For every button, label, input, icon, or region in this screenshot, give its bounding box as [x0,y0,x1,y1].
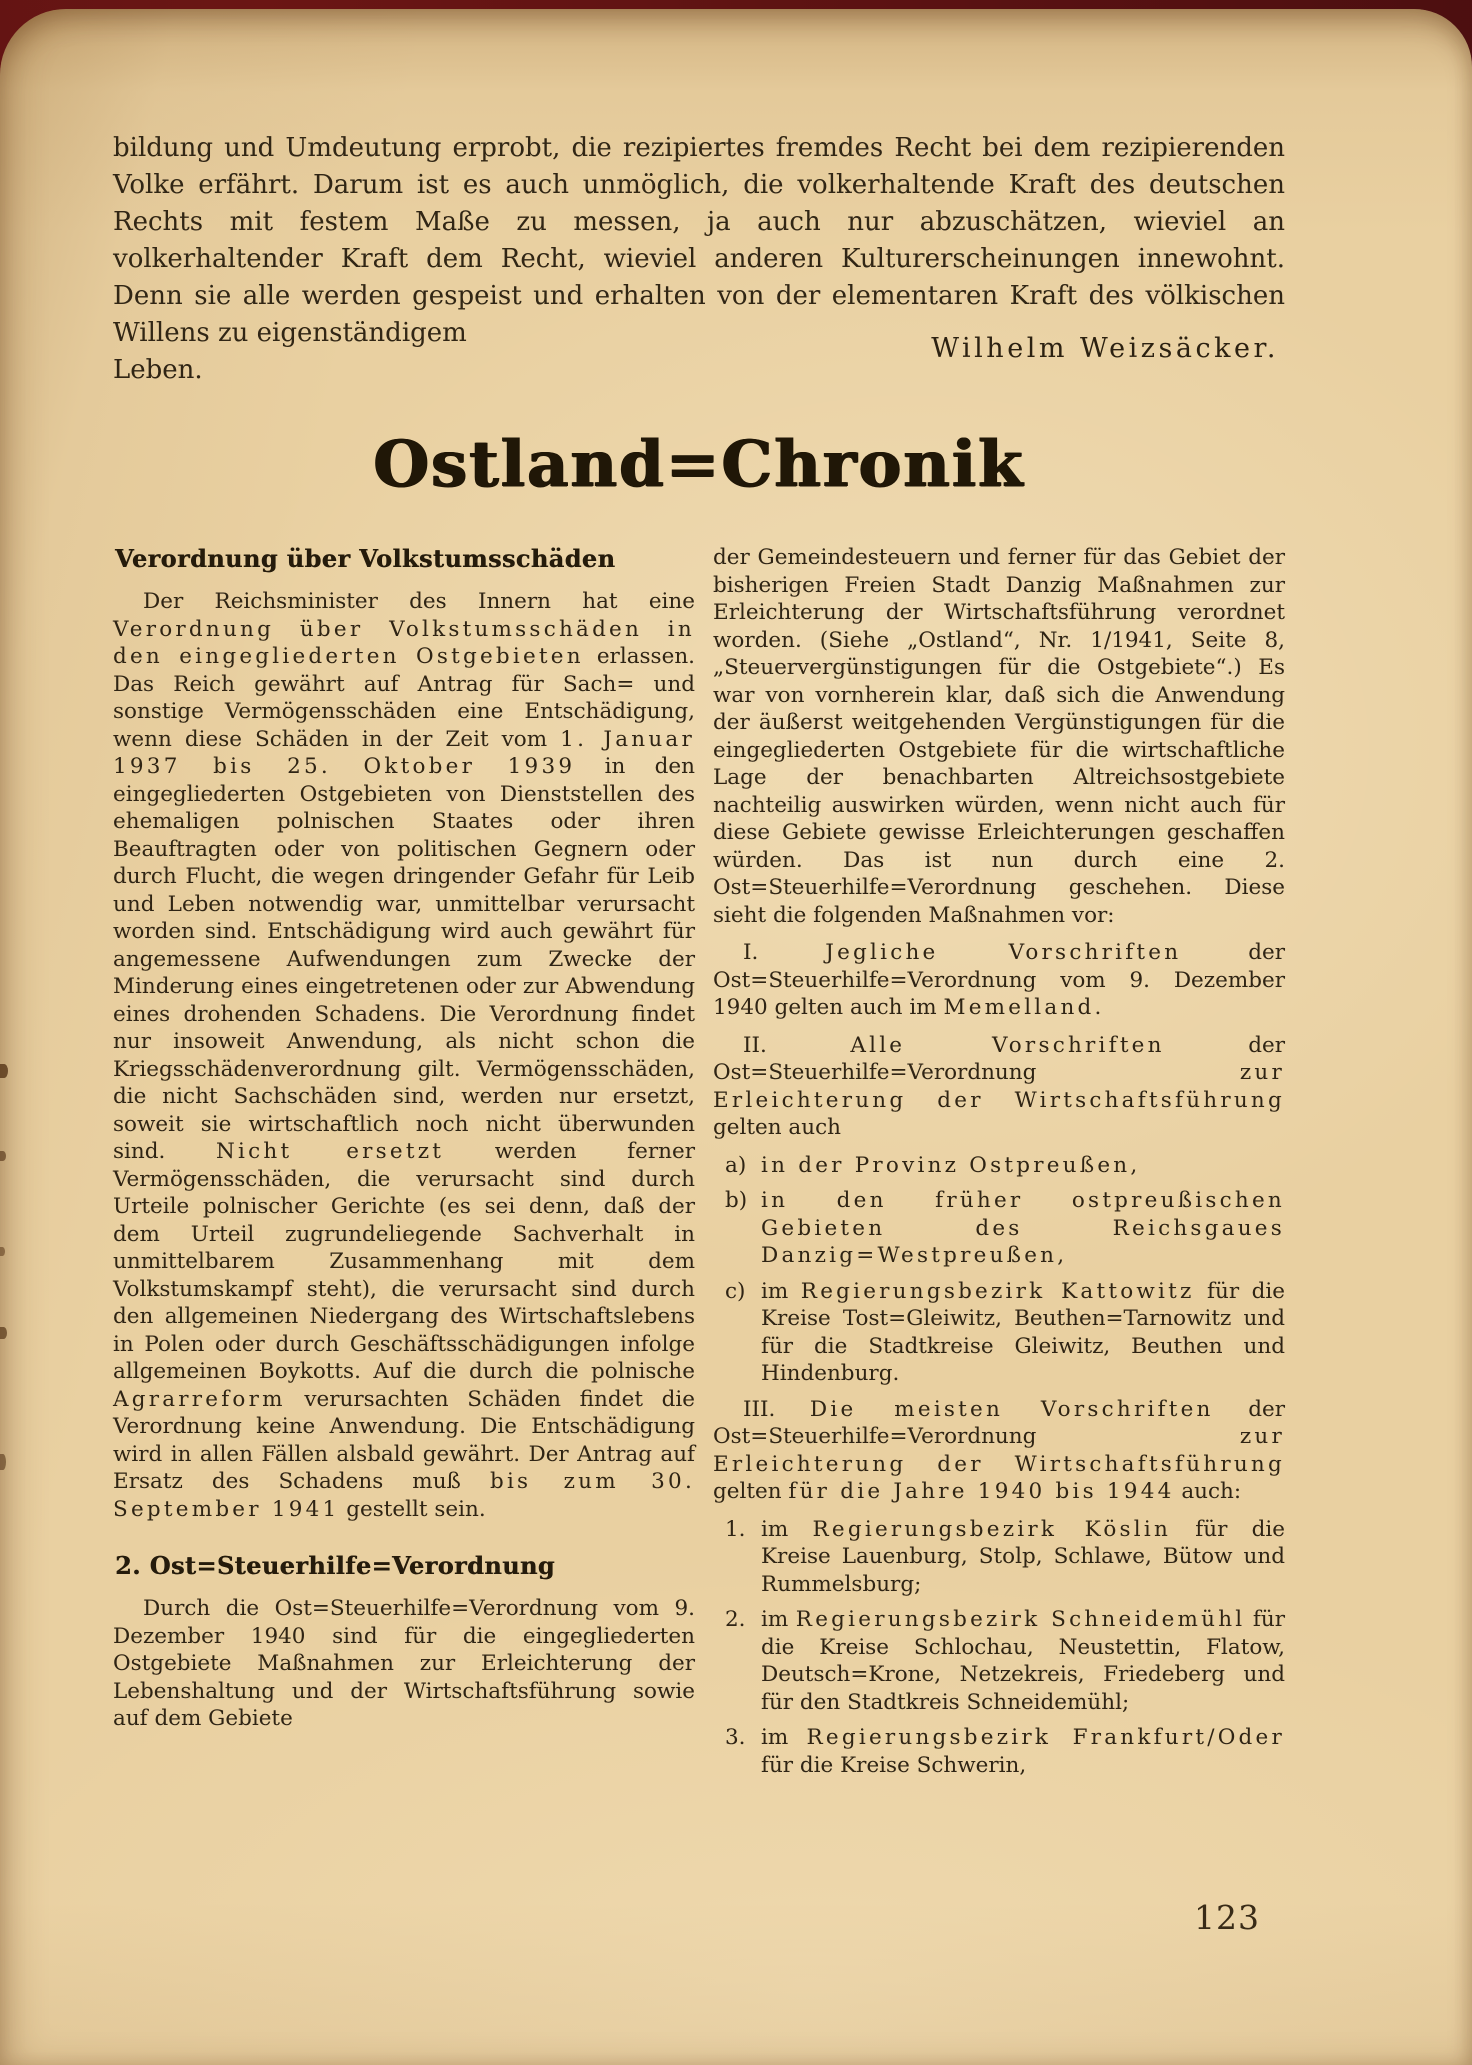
list-item-1 [713,1516,1285,1599]
list-item-2 [713,1606,1285,1716]
continuation-last-word: Leben. [113,355,203,385]
article-title: Ostland=Chronik [373,427,1025,502]
ost-steuerhilfe-paragraph: Durch die Ost=Steuerhilfe=Verordnung vom 9. Dezember 1940 sind für die eingegliederten Ostgebiete Maßnahmen zur Erleichterung der Lebenshaltung und der Wirtschaftsführung sowie auf dem Gebiete [113,1596,695,1731]
paper-tear-mark [0,1064,8,1078]
list-text-b: in den früher ostpreußischen Gebieten des Reichsgaues Danzig=Westpreußen, [761,1188,1285,1268]
continuation-text: bildung und Umdeutung erprobt, die rezipiertes fremdes Recht bei dem rezipierenden Volke erfährt. Darum ist es auch unmöglich, die volkerhaltende Kraft des deutschen Rechts mit festem Maße zu messen, ja auch nur abzuschätzen, wieviel an volkerhaltender Kraft dem Recht, wieviel anderen Kulturerscheinungen innewohnt. Denn sie alle werden gespeist und erhalten von der elementaren Kraft des völkischen Willens zu eigenständigem [113,133,1285,348]
list-text-3: im Regierungsbezirk Frankfurt/Oder für die Kreise Schwerin, [761,1725,1285,1778]
paper-tear-mark [0,1247,5,1256]
section-heading-volkstumsschaeden: Verordnung über Volkstumsschäden [115,544,616,573]
paper-tear-mark [0,1327,7,1339]
page-number: 123 [1194,1898,1260,1937]
paper-tear-mark [0,1151,6,1161]
continuation-last-line [113,333,1285,394]
continuation-paragraph [113,130,1285,352]
left-column [113,544,695,1787]
list-text-2: im Regierungsbezirk Schneidemühl für die Kreise Schlochau, Neustettin, Flatow, Deutsch=Krone, Netzekreis, Friedeberg und für den Stadtkreis Schneidemühl; [761,1607,1285,1715]
paper-tear-mark [0,1454,6,1470]
volkstumsschaeden-paragraph: Der Reichsminister des Innern hat eine Verordnung über Volkstumsschäden in den eingegliederten Ostgebieten erlassen. Das Reich gewährt auf Antrag für Sach= und sonstige Vermögensschäden eine Entschädigung, wenn diese Schäden in der Zeit vom 1. Januar 1937 bis 25. Oktober 1939 in den eingegliederten Ostgebieten von Dienststellen des ehemaligen polnischen Staates oder ihren Beauftragten oder von politischen Gegnern oder durch Flucht, die wegen dringender Gefahr für Leib und Leben notwendig war, unmittelbar verursacht worden sind. Entschädigung wird auch gewährt für angemessene Aufwendungen zum Zwecke der Minderung eines eingetretenen oder zur Abwendung eines drohenden Schadens. Die Verordnung findet nur insoweit Anwendung, als nicht schon die Kriegsschädenverordnung gilt. Vermögensschäden, die nicht Sachschäden sind, werden nur ersetzt, soweit sie wirtschaftlich noch nicht überwunden sind. Nicht ersetzt werden ferner Vermögensschäden, die verursacht sind durch Urteile polnischer Gerichte (es sei denn, daß der dem Urteil zugrundeliegende Sachverhalt in unmittelbarem Zusammenhang mit dem Volkstumskampf steht), die verursacht sind durch den allgemeinen Niedergang des Wirtschaftslebens in Polen oder durch Geschäftsschädigungen infolge allgemeinen Boykotts. Auf die durch die polnische Agrarreform verursachten Schäden findet die Verordnung keine Anwendung. Die Entschädigung wird in allen Fällen alsbald gewährt. Der Antrag auf Ersatz des Schadens muß bis zum 30. September 1941 gestellt sein. [113,589,695,1522]
item-roman-one: I. Jegliche Vorschriften der Ost=Steuerhilfe=Verordnung vom 9. Dezember 1940 gelten auch im Memelland. [713,940,1285,1020]
right-column [713,544,1285,1787]
page-paper [0,9,1472,2065]
list-text-a: in der Provinz Ostpreußen, [761,1152,1141,1178]
list-text-1: im Regierungsbezirk Köslin für die Kreise Lauenburg, Stolp, Schlawe, Bütow und Rummelsburg; [761,1516,1285,1597]
list-label-3: 3. [725,1725,746,1750]
item-roman-three: III. Die meisten Vorschriften der Ost=Steuerhilfe=Verordnung zur Erleichterung der Wirtschaftsführung gelten für die Jahre 1940 bis 1944 auch: [713,1396,1285,1504]
item-roman-two: II. Alle Vorschriften der Ost=Steuerhilfe=Verordnung zur Erleichterung der Wirtschaftsführung gelten auch [713,1032,1285,1140]
list-label-2: 2. [725,1607,746,1632]
list-label-b: b) [725,1188,748,1213]
section-heading-ost-steuerhilfe: 2. Ost=Steuerhilfe=Verordnung [115,1551,555,1580]
two-column-layout [113,544,1285,1787]
list-label-1: 1. [725,1516,746,1542]
list-item-a [713,1152,1285,1180]
list-text-c: im Regierungsbezirk Kattowitz für die Kreise Tost=Gleiwitz, Beuthen=Tarnowitz und für die Stadtkreise Gleiwitz, Beuthen und Hindenburg. [761,1278,1285,1386]
author-signature: Wilhelm Weizsäcker. [931,333,1279,364]
list-item-b [713,1187,1285,1270]
page-content [113,130,1285,1787]
continued-paragraph: der Gemeindesteuern und ferner für das Gebiet der bisherigen Freien Stadt Danzig Maßnahmen zur Erleichterung der Wirtschaftsführung verordnet worden. (Siehe „Ostland“, Nr. 1/1941, Seite 8, „Steuervergünstigungen für die Ostgebiete“.) Es war von vornherein klar, daß sich die Anwendung der äußerst weitgehenden Vergünstigungen für die eingegliederten Ostgebiete für die wirtschaftliche Lage der benachbarten Altreichsostgebiete nachteilig auswirken würden, wenn nicht auch für diese Gebiete gewisse Erleichterungen geschaffen würden. Das ist nun durch eine 2. Ost=Steuerhilfe=Verordnung geschehen. Diese sieht die folgenden Maßnahmen vor: [713,545,1285,928]
list-label-c: c) [725,1278,746,1304]
list-label-a: a) [725,1152,747,1178]
list-item-3 [713,1724,1285,1779]
list-item-c [713,1278,1285,1388]
